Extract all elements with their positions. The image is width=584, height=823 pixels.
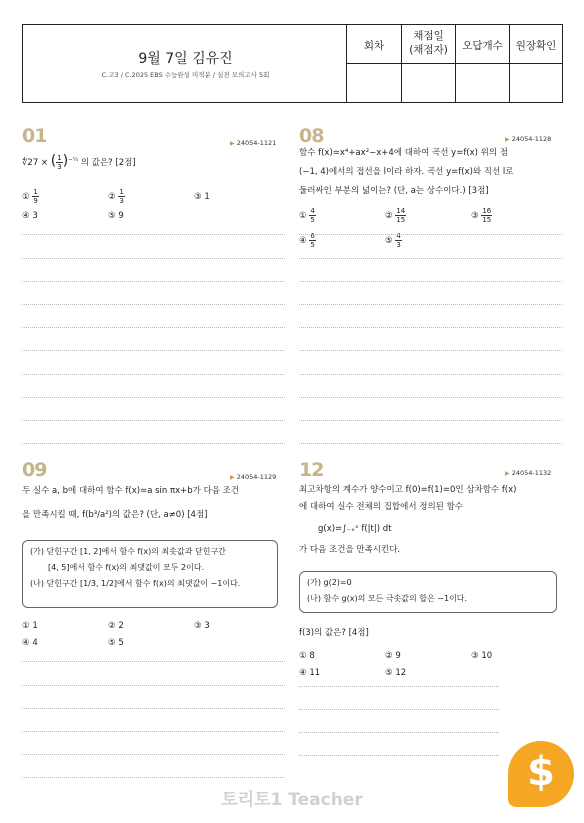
answer-line (22, 777, 285, 778)
problem-code: ▶ 24054-1128 (505, 135, 552, 143)
problem-line: 최고차항의 계수가 양수이고 f(0)=f(1)=0인 삼차함수 f(x) (299, 485, 517, 495)
header-col-label: 회차 (363, 40, 385, 52)
problem-line: 함수 f(x)=x⁴+ax²−x+4에 대하여 곡선 y=f(x) 위의 점 (299, 148, 509, 158)
header-col-label: 원장확인 (515, 40, 557, 52)
choice-5[interactable]: ⑤ 12 (385, 668, 407, 678)
choice-2[interactable]: ② 2 (108, 621, 124, 631)
answer-line (22, 661, 285, 662)
answer-line (299, 732, 499, 733)
answer-line (22, 258, 285, 259)
stem-text: 의 값은? [2점] (80, 157, 136, 168)
problem-number: 01 (22, 125, 47, 147)
problem-stem: ∜27 × ( $\frac{1}{3}$ )$^{-\frac{1}{4}}$ 의 값은? [2점] (22, 152, 136, 171)
choice-4[interactable]: ④ 4 (22, 638, 38, 648)
answer-line (299, 374, 562, 375)
answer-line (299, 304, 562, 305)
answer-line (22, 234, 285, 235)
condition-line: [4, 5]에서 함수 f(x)의 최댓값이 모두 2이다. (48, 563, 205, 572)
condition-line: (나) 함수 g(x)의 모든 극솟값의 합은 −1이다. (307, 594, 468, 603)
answer-line (22, 327, 285, 328)
answer-line (22, 443, 285, 444)
answer-line (22, 397, 285, 398)
choice-2[interactable]: ② $\frac{14}{15}$ (385, 207, 406, 224)
choice-3[interactable]: ③ $\frac{16}{15}$ (471, 207, 492, 224)
header-col-label: 오답개수 (462, 40, 503, 52)
answer-line (299, 350, 562, 351)
answer-line (299, 755, 499, 756)
answer-line (22, 304, 285, 305)
problem-code-text: 24054-1129 (236, 473, 277, 481)
choice-4[interactable]: ④ 11 (299, 668, 321, 678)
problem-code-text: 24054-1121 (236, 139, 277, 147)
answer-line (22, 374, 285, 375)
choice-5[interactable]: ⑤ 5 (108, 638, 124, 648)
condition-line: (나) 닫힌구간 [1/3, 1/2]에서 함수 f(x)의 최댓값이 −1이다. (30, 579, 241, 588)
problem-line: 둘러싸인 부분의 넓이는? (단, a는 상수이다.) [3점] (299, 186, 489, 196)
answer-line (299, 709, 499, 710)
header-title: 9월 7일 김유진 (138, 51, 233, 67)
header-col-grading-date (401, 25, 455, 102)
choice-1[interactable]: ① 1 (22, 621, 38, 631)
problem-line: 을 만족시킬 때, f(b³/a²)의 값은? (단, a≠0) [4점] (22, 510, 208, 520)
choice-2[interactable]: ② $\frac{1}{3}$ (108, 188, 124, 205)
problem-code: ▶ 24054-1121 (230, 139, 277, 147)
choice-4[interactable]: ④ $\frac{6}{5}$ (299, 232, 315, 249)
header-subtitle: C.고3 / C.2025 EBS 수능완성 미적분 / 실전 모의고사 5회 (101, 71, 270, 79)
integral-definition: g(x)=∫₋ₓˣ f(|t|) dt (318, 524, 392, 534)
header-col-label: 채점일 (채점자) (409, 30, 448, 56)
problem-number: 09 (22, 459, 47, 481)
problem-line: (−1, 4)에서의 접선을 l이라 하자. 곡선 y=f(x)와 직선 l로 (299, 167, 514, 177)
problem-line: 에 대하여 실수 전체의 집합에서 정의된 함수 (299, 502, 464, 512)
stem-radical: ∜27 × (22, 157, 49, 168)
logo-symbol: $ (527, 749, 555, 795)
answer-line (22, 731, 285, 732)
answer-line (22, 420, 285, 421)
choice-1[interactable]: ① $\frac{1}{9}$ (22, 188, 38, 205)
answer-line (299, 281, 562, 282)
choice-5[interactable]: ⑤ 9 (108, 211, 124, 221)
choice-3[interactable]: ③ 1 (194, 192, 210, 202)
choice-4[interactable]: ④ 3 (22, 211, 38, 221)
answer-line (22, 754, 285, 755)
problem-code: ▶ 24054-1132 (505, 469, 552, 477)
problem-code-text: 24054-1132 (511, 469, 552, 477)
problem-question: f(3)의 값은? [4점] (299, 628, 369, 638)
choice-2[interactable]: ② 9 (385, 651, 401, 661)
choice-1[interactable]: ① 8 (299, 651, 315, 661)
choice-3[interactable]: ③ 10 (471, 651, 493, 661)
answer-line (299, 443, 562, 444)
choice-3[interactable]: ③ 3 (194, 621, 210, 631)
header-col-wrong-count (455, 25, 509, 102)
condition-box (22, 540, 278, 608)
choice-1[interactable]: ① $\frac{4}{5}$ (299, 207, 315, 224)
problem-number: 12 (299, 459, 324, 481)
condition-line: (가) g(2)=0 (307, 578, 352, 587)
answer-line (299, 327, 562, 328)
answer-line (299, 420, 562, 421)
condition-box (299, 571, 557, 613)
answer-line (22, 281, 285, 282)
problem-number: 08 (299, 125, 324, 147)
dollar-logo-icon (508, 741, 574, 807)
answer-line (22, 685, 285, 686)
answer-line (299, 397, 562, 398)
header-box (22, 24, 563, 103)
answer-line (299, 686, 499, 687)
condition-line: (가) 닫힌구간 [1, 2]에서 함수 f(x)의 최솟값과 닫힌구간 (30, 547, 226, 556)
problem-code-text: 24054-1128 (511, 135, 552, 143)
answer-line (22, 708, 285, 709)
answer-line (299, 258, 562, 259)
answer-line (22, 350, 285, 351)
problem-line: 두 실수 a, b에 대하여 함수 f(x)=a sin πx+b가 다음 조건 (22, 486, 240, 496)
problem-code: ▶ 24054-1129 (230, 473, 277, 481)
choice-5[interactable]: ⑤ $\frac{4}{3}$ (385, 232, 401, 249)
watermark: 토리토1 Teacher (221, 790, 363, 810)
answer-line (299, 234, 562, 235)
header-col-director-check (509, 25, 562, 102)
problem-line: 가 다음 조건을 만족시킨다. (299, 545, 401, 555)
header-col-round (346, 25, 401, 102)
